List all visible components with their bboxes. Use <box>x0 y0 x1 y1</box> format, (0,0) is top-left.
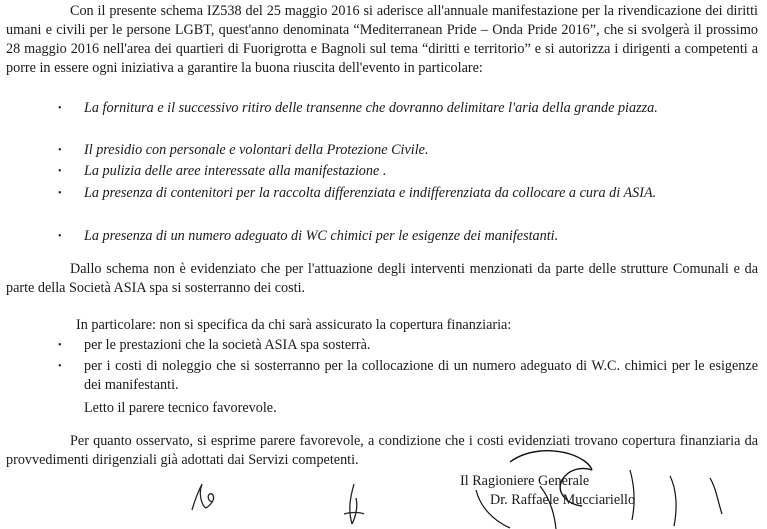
list-item-text: La presenza di un numero adeguato di WC chimici per le esigenze dei manifestanti. <box>84 228 559 244</box>
bullet-icon: • <box>58 361 62 372</box>
intro-text: Con il presente schema IZ538 del 25 maggio 2016 si aderisce all'annuale manifestazione per la rivendicazione dei diritti umani e civili per le persone LGBT, quest'anno denominata “Mediterranean Pride – Onda Pride 2016”, che si svolgerà il prossimo 28 maggio 2016 nell'area dei quartieri di Fuorigrotta e Bagnoli sul tema “diritti e territorio” e si autorizza i dirigenti a competenti a porre in essere ogni iniziativa a garantire la buona riuscita dell'evento in particolare: <box>6 3 758 76</box>
intro-paragraph <box>6 2 758 78</box>
conclusion-text: Per quanto osservato, si esprime parere favorevole, a condizione che i costi evidenziati trovano copertura finanziaria da provvedimenti dirigenziali già adottati dai Servizi competenti. <box>6 433 758 468</box>
bullet-icon: • <box>58 231 62 242</box>
list-item <box>58 184 758 203</box>
note-text: Letto il parere tecnico favorevole. <box>84 400 277 416</box>
list-item-text: La fornitura e il successivo ritiro delle transenne che dovranno delimitare l'aria della grande piazza. <box>84 100 658 116</box>
list-item-text: La pulizia delle aree interessate alla manifestazione . <box>84 163 387 179</box>
list-item <box>58 357 758 395</box>
schema-text: Dallo schema non è evidenziato che per l'attuazione degli interventi menzionati da parte delle strutture Comunali e da parte della Società ASIA spa si sosterranno dei costi. <box>6 261 758 296</box>
list-item <box>58 99 758 118</box>
bullet-icon: • <box>58 340 62 351</box>
bullet-icon: • <box>58 103 62 114</box>
bullet-icon: • <box>58 145 62 156</box>
signature-name: Dr. Raffaele Mucciariello <box>490 492 636 508</box>
signature-title: Il Ragioniere Generale <box>460 473 590 489</box>
schema-paragraph <box>6 260 758 298</box>
list-item-text: per i costi di noleggio che si sosterranno per la collocazione di un numero adeguato di W.C. chimici per le esigenze dei manifestanti. <box>84 358 758 393</box>
list-item <box>58 227 758 246</box>
list-item-text: Il presidio con personale e volontari della Protezione Civile. <box>84 142 429 158</box>
list-item <box>58 162 758 181</box>
list-item-text: per le prestazioni che la società ASIA spa sosterrà. <box>84 337 371 353</box>
list-item-text: La presenza di contenitori per la raccolta differenziata e indifferenziata da collocare a cura di ASIA. <box>84 185 657 201</box>
handwritten-mark-icon <box>334 480 374 528</box>
bullet-icon: • <box>58 166 62 177</box>
list-item <box>58 141 758 160</box>
handwritten-initial-icon <box>186 478 226 518</box>
financial-heading: In particolare: non si specifica da chi sarà assicurato la copertura finanziaria: <box>76 317 512 333</box>
signature-scribble-icon <box>470 440 767 529</box>
bullet-icon: • <box>58 188 62 199</box>
list-item <box>58 336 758 355</box>
